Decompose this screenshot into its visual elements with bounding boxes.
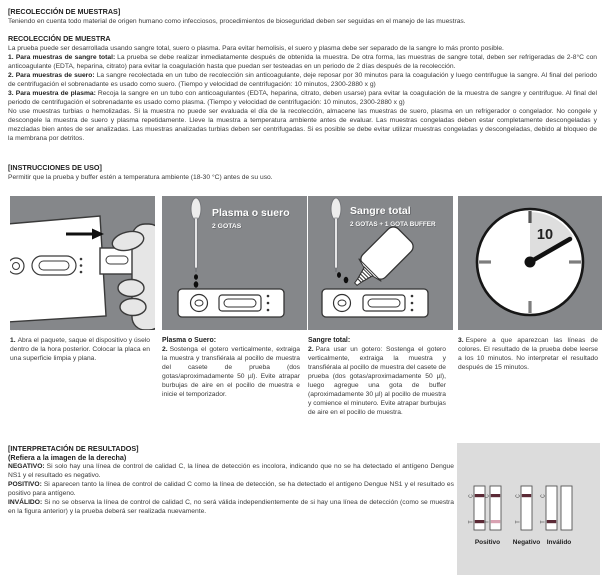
section-title: RECOLECCIÓN DE MUESTRA <box>8 34 111 43</box>
section-subtitle: (Refiera a la imagen de la derecha) <box>8 453 127 462</box>
caption-step-3: 3. Espere a que aparezcan las líneas de colores. El resultado de la prueba debe leerse a los 10 minutos. No interpretar el resultado después de 15 minutos. <box>458 337 598 371</box>
dropper-icon <box>191 198 201 272</box>
panel-subtitle: 2 GOTAS + 1 GOTA BUFFER <box>350 221 436 228</box>
drop-icon <box>194 274 198 280</box>
strip-invalido-blank <box>561 486 572 530</box>
svg-text:T: T <box>484 520 491 524</box>
result-label-invalido: Inválido <box>546 539 572 546</box>
drop-icon <box>337 272 341 278</box>
svg-text:T: T <box>468 520 475 524</box>
section-body: Teniendo en cuenta todo material de origen humano como infecciosos, procedimientos de bioseguridad deben ser seguidas en el manejo de las muestras. <box>8 17 466 25</box>
recoleccion-note: No use muestras turbias o hemolizadas. Si la muestra no puede ser evaluada el día de la recolección, almacene las muestras de suero, plasma en un refrigerador o congelador. No congele y descongele la muestra de suero y plasma repetidamente. Lleve la muestra a temperatura ambiente antes de evaluar. Las muestras congeladas deben estar completamente descongeladas y mezcladas bien antes de ser analizadas. Las muestras analizadas turbias deben ser centrifugadas. Si es posible se debe evitar utilizar muestras congeladas y descongeladas, debido al bloqueo de la membrana por detritos. <box>8 107 597 142</box>
panel-open-package <box>10 196 155 330</box>
recoleccion-item: 3. Para muestra de plasma: Recoja la sangre en un tubo con anticoagulantes (EDTA, heparina, citrato, deben usarse) para evitar la coagulación de la muestra de sangre y centrifugue. Al final del periodo de centrifugación el sobrenadante es usado como plasma. (Tiempo y velocidad de centrifugación: 10 minutos, 2300-2880 x g) <box>8 89 597 106</box>
strip-positivo-strong <box>474 486 485 530</box>
recoleccion-item: 2. Para muestras de suero: La sangre recolectada en un tubo de recolección sin anticoagulante, deje reposar por 30 minutos para la coagulación y luego centrifugue la sangre. Al final del periodo de centrifugación el sobrenadante es usado como suero. (Tiempo y velocidad de centrifugación: 10 minutos, 2300-2880 x g) <box>8 71 598 88</box>
test-cassette-icon <box>322 289 428 317</box>
results-figure <box>457 443 600 575</box>
strip-positivo-faint <box>490 486 501 530</box>
test-cassette-icon <box>178 289 284 317</box>
recoleccion-item: 1. Para muestras de sangre total: La prueba se debe realizar inmediatamente después de obtenida la muestra. De otra forma, las muestras de sangre total, deben ser refrigeradas de 2-8°C con anticoagulante (EDTA, heparina, citrato) para evitar la coagulación hasta que puedan ser testeadas en un periodo de 2 días después de la recolección. <box>8 53 598 70</box>
drop-icon <box>194 281 199 287</box>
svg-text:T: T <box>540 520 547 524</box>
panel-sangre-total <box>308 196 453 330</box>
pouch-open-icon <box>10 196 155 330</box>
section-instrucciones <box>8 163 597 182</box>
strip-negativo <box>521 486 532 530</box>
panel-subtitle: 2 GOTAS <box>212 223 242 230</box>
interpretation-item: POSITIVO: Si aparecen tanto la línea de control de calidad C como la línea de detección, se ha detectado el antígeno Dengue NS1 y el resultado es positivo para antígeno. <box>8 481 454 497</box>
svg-text:C: C <box>515 494 522 498</box>
section-body: Permitir que la prueba y buffer estén a temperatura ambiente (18-30 °C) antes de su uso. <box>8 173 273 181</box>
clock-icon <box>458 196 602 330</box>
section-title: [INTERPRETACIÓN DE RESULTADOS] <box>8 444 139 453</box>
drop-icon <box>344 277 349 283</box>
strip-invalido-t-only <box>546 486 557 530</box>
section-sample-collection-header <box>8 7 597 26</box>
result-label-positivo: Positivo <box>474 539 501 546</box>
result-strips-figure <box>457 443 600 575</box>
caption-plasma-suero: Plasma o Suero: 2. Sostenga el gotero verticalmente, extraiga la muestra y transfiérala al pocillo de muestra del casete de prueba (dos gotas/aproximadamente 50 µl). Evite atrapar burbujas de aire en el pocillo de muestra e inicie el temporizador. <box>162 337 300 398</box>
panel-title: Sangre total <box>350 205 411 217</box>
panel-wait-time <box>458 196 602 330</box>
svg-text:C: C <box>468 494 475 498</box>
svg-text:T: T <box>515 520 522 524</box>
section-recoleccion <box>8 34 597 143</box>
interpretation-item: INVÁLIDO: Si no se observa la línea de control de calidad C, no será válida independientemente de si hay una línea de detección (como se muestra en la figura anterior) y la prueba deberá ser realizada nuevamente. <box>8 499 454 515</box>
section-interpretation <box>8 444 454 516</box>
caption-step-1: 1. Abra el paquete, saque el dispositivo y úselo dentro de la hora posterior. Colocar la placa en una superficie limpia y plana. <box>10 337 150 362</box>
hand-icon <box>110 224 155 330</box>
dropper-icon <box>331 198 341 272</box>
buffer-bottle-icon <box>345 224 416 295</box>
panel-plasma-suero <box>162 196 307 330</box>
svg-text:C: C <box>484 494 491 498</box>
recoleccion-intro: La prueba puede ser desarrollada usando sangre total, suero o plasma. Para evitar hemolisis, el suero y plasma debe ser separado de la sangre lo más pronto posible. <box>8 44 504 52</box>
result-label-negativo: Negativo <box>512 539 541 546</box>
interpretation-item: NEGATIVO: Si solo hay una línea de control de calidad C, la línea de detección es incolora, indicando que no se ha detectado el antígeno Dengue NS1 y el resultado es negativo. <box>8 463 454 479</box>
caption-sangre-total: Sangre total: 2. Para usar un gotero: Sostenga el gotero verticalmente, extraiga la muestra y transfiérala al pocillo de muestra del casete de prueba (dos gotas/aproximadamente 50 µl), luego agregue una gota de buffer (aproximadamente 30 µl) al pocillo de muestra y comience el minutero. Evite atrapar burbujas de aire en el pocillo de muestra. <box>308 337 446 416</box>
section-title: [INSTRUCCIONES DE USO] <box>8 163 102 172</box>
section-title: [RECOLECCIÓN DE MUESTRAS] <box>8 7 121 16</box>
svg-text:C: C <box>540 494 547 498</box>
clock-minutes-label: 10 <box>536 227 554 243</box>
panel-title: Plasma o suero <box>212 207 290 219</box>
